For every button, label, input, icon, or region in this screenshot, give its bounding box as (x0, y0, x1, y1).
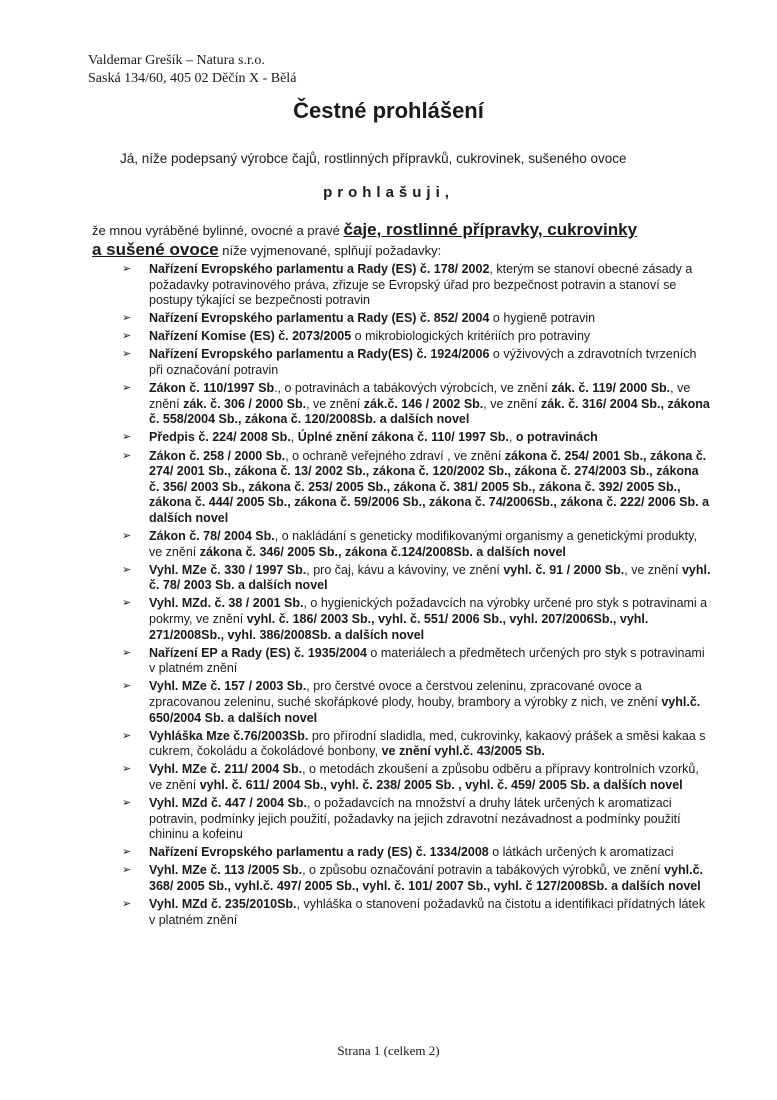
regulation-text: , kterým se stanoví obecné zásady a požadavky potravinového práva, zřizuje se Evropský úřad pro bezpečnost potravin a stanoví se postupy týkající se bezpečnosti potravin (149, 262, 693, 308)
regulation-text: , vyhláška o stanovení požadavků na čistotu a identifikaci přídatných látek v platném znění (149, 897, 706, 927)
regulation-item (122, 430, 712, 446)
regulation-item (122, 381, 712, 428)
regulation-text: , pro čaj, kávu a kávoviny, ve znění (306, 562, 504, 577)
regulation-item (122, 762, 712, 793)
regulation-text: , o hygienických požadavcích na výrobky určené pro styk s potravinami a pokrmy, ve znění (149, 596, 708, 626)
bullet-arrow-icon: ➢ (122, 680, 132, 693)
regulation-bold-text: zák. č. 306 / 2000 Sb. (183, 396, 307, 411)
bullet-arrow-icon: ➢ (122, 530, 132, 542)
regulation-text: , ve znění (483, 396, 541, 411)
regulation-item (122, 596, 712, 643)
regulation-bold-text: Zákon č. 110/1997 Sb (149, 381, 275, 396)
regulation-item (122, 529, 712, 560)
bullet-arrow-icon: ➢ (122, 431, 132, 444)
regulation-bold-text: Vyhl. MZd č. 235/2010Sb. (149, 897, 297, 912)
regulation-bold-text: Zákon č. 78/ 2004 Sb. (149, 529, 275, 543)
regulation-text: , o metodách zkoušení a způsobu odběru a přípravy kontrolních vzorků, ve znění (149, 762, 699, 792)
declaration-word: prohlašuji, (323, 184, 454, 201)
regulation-bold-text: Nařízení Evropského parlamentu a Rady (ES) č. 178/ 2002 (149, 262, 490, 276)
regulation-text: , o nakládání s geneticky modifikovanými organismy a genetickými produkty, ve znění (149, 529, 697, 559)
regulation-item (122, 897, 712, 928)
regulation-text: , ve znění (149, 381, 691, 411)
bullet-arrow-icon: ➢ (122, 563, 132, 576)
regulation-bold-text: zák. č. 316/ 2004 Sb., zákona č. 558/2004 Sb., zákona č. 120/2008Sb. a dalších novel (149, 396, 710, 427)
regulation-item (122, 449, 712, 527)
regulation-bold-text: Nařízení EP a Rady (ES) č. 1935/2004 (149, 645, 367, 660)
regulation-item (122, 311, 712, 327)
regulation-text: , ve znění (306, 396, 364, 411)
intro-text: Já, níže podepsaný výrobce čajů, rostlinných přípravků, cukrovinek, sušeného ovoce (120, 151, 627, 166)
regulation-bold-text: zák.č. 146 / 2002 Sb. (363, 396, 484, 411)
regulation-text: , pro čerstvé ovoce a čerstvou zeleninu, zpracované ovoce a zpracovanou zeleninu, suché skořápkové plody, houby, brambory a výrobky z nich, ve znění (149, 679, 662, 709)
statement-paragraph (92, 220, 692, 260)
sender-address (88, 52, 296, 88)
regulation-item (122, 329, 712, 345)
regulation-bold-text: Vyhl. MZe č. 113 /2005 Sb. (149, 863, 303, 878)
regulation-text: , o ochraně veřejného zdraví , ve znění (285, 448, 505, 463)
regulation-text: o výživových a zdravotních tvrzeních při označování potravin (149, 347, 697, 378)
regulation-text: , ve znění (624, 562, 682, 577)
bullet-arrow-icon: ➢ (122, 729, 132, 742)
regulation-text: , (508, 430, 516, 445)
document-title: Čestné prohlášení (293, 98, 484, 123)
regulation-text: o látkách určených k aromatizaci (488, 845, 674, 860)
regulation-bold-text: vyhl.č. 368/ 2005 Sb., vyhl.č. 497/ 2005 Sb., vyhl. č. 101/ 2007 Sb., vyhl. č 127/2008Sb. a dalších novel (149, 863, 704, 893)
regulation-item (122, 563, 712, 594)
regulation-item (122, 796, 712, 843)
regulation-bold-text: vyhl. č. 186/ 2003 Sb., vyhl. č. 551/ 2006 Sb., vyhl. 207/2006Sb., vyhl. 271/2008Sb., vyhl. 386/2008Sb. a dalších novel (149, 611, 649, 642)
regulation-text: o hygieně potravin (489, 311, 596, 326)
regulation-bold-text: vyhl. č. 611/ 2004 Sb., vyhl. č. 238/ 2005 Sb. , vyhl. č. 459/ 2005 Sb. a dalších novel (199, 777, 683, 792)
bullet-arrow-icon: ➢ (122, 597, 132, 610)
regulation-text: , o způsobu označování potravin a tabákových výrobků, ve znění (302, 863, 665, 878)
statement-suffix: níže vyjmenované, splňují požadavky: (218, 243, 442, 258)
regulation-bold-text: Vyhl. MZd. č. 38 / 2001 Sb. (149, 596, 304, 611)
regulation-bold-text: zák. č. 119/ 2000 Sb. (551, 381, 671, 396)
regulation-list (122, 262, 712, 931)
statement-emphasis-products: čaje, rostlinné přípravky, cukrovinky (343, 220, 638, 239)
sender-name: Valdemar Grešík – Natura s.r.o. (88, 53, 265, 68)
bullet-arrow-icon: ➢ (122, 263, 132, 275)
regulation-bold-text: Nařízení Komise (ES) č. 2073/2005 (149, 329, 352, 344)
regulation-bold-text: o potravinách (515, 430, 598, 445)
regulation-bold-text: Úplné znění zákona č. 110/ 1997 Sb. (297, 430, 509, 445)
page-footer: Strana 1 (celkem 2) (337, 1043, 440, 1058)
regulation-bold-text: Nařízení Evropského parlamentu a Rady (ES) č. 852/ 2004 (149, 311, 490, 326)
bullet-arrow-icon: ➢ (122, 763, 132, 776)
regulation-bold-text: vyhl. č. 91 / 2000 Sb. (503, 562, 625, 577)
bullet-arrow-icon: ➢ (122, 449, 132, 462)
regulation-bold-text: zákona č. 346/ 2005 Sb., zákona č.124/2008Sb. a dalších novel (199, 544, 566, 559)
regulation-bold-text: Vyhl. MZd č. 447 / 2004 Sb. (149, 796, 307, 810)
bullet-arrow-icon: ➢ (122, 864, 132, 877)
regulation-item (122, 845, 712, 861)
bullet-arrow-icon: ➢ (122, 646, 132, 659)
bullet-arrow-icon: ➢ (122, 846, 132, 859)
regulation-bold-text: Předpis č. 224/ 2008 Sb. (149, 430, 291, 445)
statement-emphasis-fruit: a sušené ovoce (92, 240, 219, 259)
regulation-bold-text: Vyhl. MZe č. 157 / 2003 Sb. (149, 679, 307, 694)
regulation-item (122, 729, 712, 760)
regulation-item (122, 347, 712, 378)
regulation-item (122, 646, 712, 677)
bullet-arrow-icon: ➢ (122, 797, 132, 809)
bullet-arrow-icon: ➢ (122, 382, 132, 395)
regulation-bold-text: vyhl.č. 650/2004 Sb. a dalších novel (149, 694, 701, 725)
bullet-arrow-icon: ➢ (122, 898, 132, 911)
regulation-item (122, 679, 712, 726)
regulation-text: ., o potravinách a tabákových výrobcích, ve znění (274, 381, 552, 396)
bullet-arrow-icon: ➢ (122, 330, 132, 343)
regulation-text: o materiálech a předmětech určených pro styk s potravinami v platném znění (149, 645, 705, 676)
regulation-bold-text: Vyhl. MZe č. 211/ 2004 Sb. (149, 762, 303, 777)
regulation-bold-text: Vyhl. MZe č. 330 / 1997 Sb. (149, 562, 307, 577)
regulation-item (122, 863, 712, 894)
regulation-bold-text: Nařízení Evropského parlamentu a rady (ES) č. 1334/2008 (149, 845, 489, 860)
regulation-item (122, 262, 712, 309)
regulation-text: , o požadavcích na množství a druhy látek určených k aromatizaci potravin, podmínky jejich použití, požadavky na jejich zdravotní nezávadnost a podmínky použití chininu a kofeinu (149, 796, 681, 842)
regulation-bold-text: Zákon č. 258 / 2000 Sb. (149, 448, 286, 463)
bullet-arrow-icon: ➢ (122, 312, 132, 325)
regulation-bold-text: ve znění vyhl.č. 43/2005 Sb. (381, 744, 545, 759)
regulation-text: , (290, 430, 298, 445)
regulation-bold-text: zákona č. 254/ 2001 Sb., zákona č. 274/ 2001 Sb., zákona č. 13/ 2002 Sb., zákona č. 120/2002 Sb., zákona č. 274/2003 Sb., zákona č. 356/ 2003 Sb., zákona č. 253/ 2005 Sb., zákona č. 381/ 2005 Sb., zákona č. 392/ 2005 Sb., zákona č. 444/ 2005 Sb., zákona č. 59/2006 Sb., zákona č. 74/2006Sb., zákona č. 222/ 2006 Sb. a dalších novel (149, 448, 710, 525)
regulation-bold-text: vyhl. č. 78/ 2003 Sb. a dalších novel (149, 562, 711, 593)
regulation-bold-text: Vyhláška Mze č.76/2003Sb. (149, 728, 309, 743)
regulation-text: pro přírodní sladidla, med, cukrovinky, kakaový prášek a směsi kakaa s cukrem, čokoládu a čokoládové bonbony, (149, 728, 706, 759)
statement-prefix: že mnou vyráběné bylinné, ovocné a pravé (92, 223, 344, 238)
regulation-text: o mikrobiologických kritériích pro potraviny (351, 329, 591, 344)
regulation-bold-text: Nařízení Evropského parlamentu a Rady(ES) č. 1924/2006 (149, 347, 490, 362)
bullet-arrow-icon: ➢ (122, 348, 132, 361)
sender-street: Saská 134/60, 405 02 Děčín X - Bělá (88, 71, 297, 86)
